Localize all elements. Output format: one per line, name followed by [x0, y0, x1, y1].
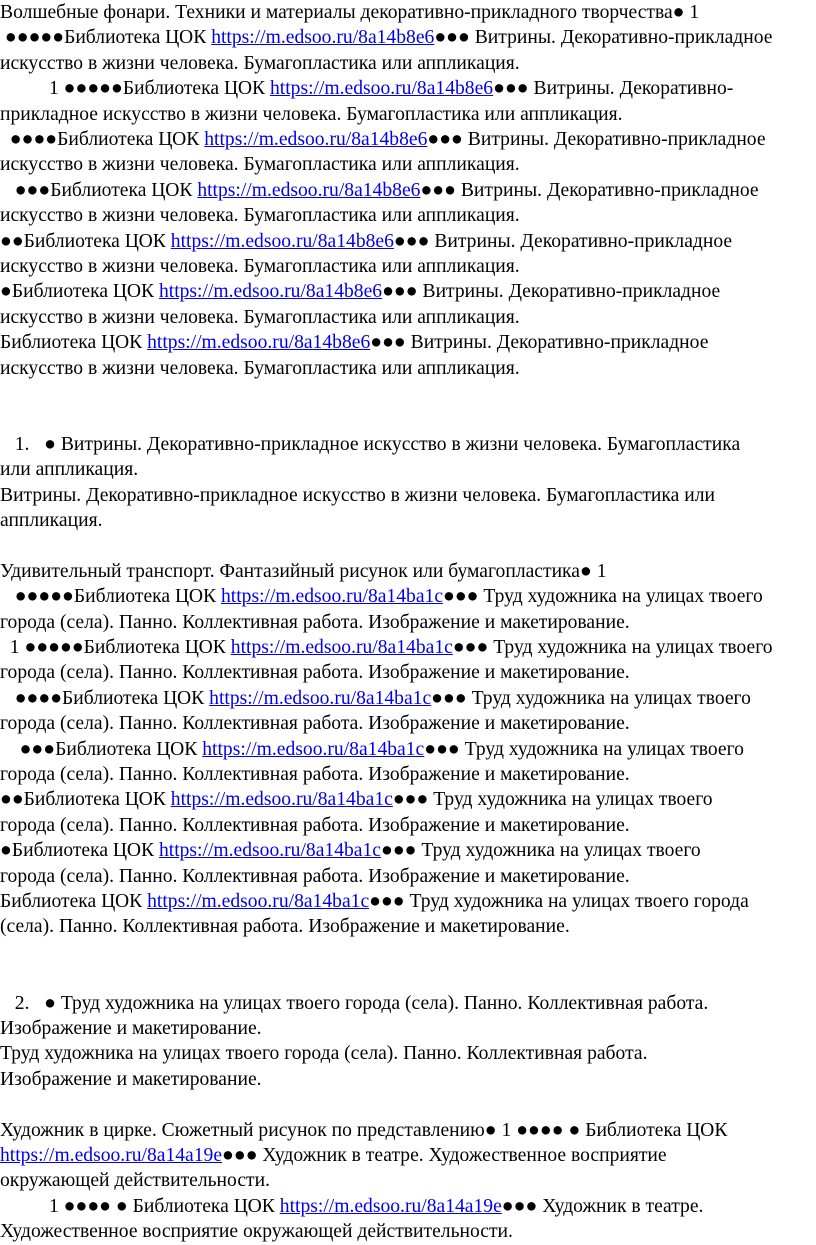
- line-text: Волшебные фонари. Техники и материалы декоративно-прикладного творчества● 1: [0, 2, 700, 23]
- text-line: [0, 51, 520, 76]
- line-text: окружающей действительности.: [0, 1170, 270, 1192]
- text-line: [0, 787, 713, 812]
- library-link[interactable]: https://m.edsoo.ru/8a14ba1c: [158, 840, 381, 862]
- text-line: [0, 813, 630, 838]
- line-text: ●●Библиотека ЦОК: [0, 789, 171, 811]
- text-line: [0, 483, 715, 508]
- line-text: Витрины. Декоративно-прикладное искусство в жизни человека. Бумагопластика или: [0, 484, 715, 506]
- text-line: [0, 660, 630, 685]
- line-text: ●●●●●Библиотека ЦОК: [0, 586, 221, 608]
- text-line: [0, 254, 520, 279]
- line-text: ●●●Библиотека ЦОК: [0, 738, 203, 760]
- line-text: 1 ●●●●●Библиотека ЦОК: [0, 637, 231, 658]
- line-text: города (села). Панно. Коллективная работа. Изображение и макетирование.: [0, 865, 630, 887]
- line-text: города (села). Панно. Коллективная работа. Изображение и макетирование.: [0, 713, 630, 735]
- line-text: ●●●●●Библиотека ЦОК: [0, 27, 212, 49]
- line-text: Изображение и макетирование.: [0, 1018, 262, 1039]
- text-line: [0, 508, 102, 533]
- text-line: [0, 635, 773, 660]
- library-link[interactable]: https://m.edsoo.ru/8a14b8e6: [269, 78, 494, 100]
- text-line: [0, 1067, 262, 1092]
- line-text: искусство в жизни человека. Бумагопластика или аппликация.: [0, 154, 520, 176]
- line-text: ●●● Витрины. Декоративно-: [493, 78, 734, 100]
- line-text: города (села). Панно. Коллективная работа. Изображение и макетирование.: [0, 764, 630, 785]
- text-line: [0, 203, 520, 228]
- text-line: [0, 1194, 703, 1219]
- line-text: 1 ●●●● ● Библиотека ЦОК: [0, 1195, 280, 1217]
- library-link[interactable]: https://m.edsoo.ru/8a14ba1c: [147, 891, 370, 912]
- text-line: [0, 991, 708, 1016]
- line-text: города (села). Панно. Коллективная работа. Изображение и макетирование.: [0, 662, 630, 684]
- text-line: [0, 305, 520, 330]
- line-text: ●●● Художник в театре.: [501, 1195, 704, 1217]
- text-line: [0, 1168, 270, 1193]
- text-line: [0, 25, 772, 50]
- library-link[interactable]: https://m.edsoo.ru/8a14b8e6: [211, 27, 435, 49]
- text-line: [0, 279, 720, 304]
- text-line: [0, 356, 520, 381]
- text-line: [0, 1041, 647, 1066]
- line-text: ●●● Витрины. Декоративно-прикладное: [370, 332, 709, 354]
- line-text: Изображение и макетирование.: [0, 1068, 262, 1090]
- line-text: Труд художника на улицах твоего города (села). Панно. Коллективная работа.: [0, 1043, 648, 1065]
- text-line: [0, 152, 520, 177]
- line-text: Удивительный транспорт. Фантазийный рисунок или бумагопластика● 1: [0, 560, 607, 582]
- text-line: [0, 610, 630, 635]
- library-link[interactable]: https://m.edsoo.ru/8a14b8e6: [204, 129, 428, 150]
- line-text: 1 ●●●●●Библиотека ЦОК: [0, 78, 270, 100]
- line-text: ●●●●Библиотека ЦОК: [0, 687, 210, 709]
- text-line: [0, 102, 623, 127]
- line-text: ●●● Витрины. Декоративно-прикладное: [427, 129, 766, 150]
- line-text: ●●● Труд художника на улицах твоего: [431, 687, 751, 709]
- line-text: 1. ● Витрины. Декоративно-прикладное искусство в жизни человека. Бумагопластика: [0, 433, 741, 455]
- text-line: [0, 737, 744, 762]
- text-line: [0, 178, 759, 203]
- line-text: искусство в жизни человека. Бумагопластика или аппликация.: [0, 205, 520, 227]
- line-text: ●●Библиотека ЦОК: [0, 230, 171, 252]
- text-line: [0, 457, 138, 482]
- line-text: ●●● Труд художника на улицах твоего: [392, 789, 713, 811]
- library-link[interactable]: https://m.edsoo.ru/8a14b8e6: [197, 179, 421, 201]
- library-link[interactable]: https://m.edsoo.ru/8a14ba1c: [202, 738, 425, 760]
- text-line: [0, 330, 708, 355]
- text-line: [0, 914, 570, 939]
- text-line: [0, 76, 733, 101]
- line-text: ●●● Труд художника на улицах твоего: [443, 586, 763, 608]
- text-line: [0, 1016, 262, 1041]
- line-text: 2. ● Труд художника на улицах твоего города (села). Панно. Коллективная работа.: [0, 992, 709, 1014]
- line-text: искусство в жизни человека. Бумагопластика или аппликация.: [0, 52, 520, 74]
- line-text: ●●● Художник в театре. Художественное восприятие: [222, 1145, 667, 1166]
- library-link[interactable]: https://m.edsoo.ru/8a14b8e6: [147, 332, 371, 354]
- line-text: Художник в цирке. Сюжетный рисунок по представлению● 1 ●●●● ● Библиотека ЦОК: [0, 1119, 728, 1141]
- line-text: искусство в жизни человека. Бумагопластика или аппликация.: [0, 256, 520, 277]
- text-line: [0, 711, 630, 736]
- line-text: Художественное восприятие окружающей действительности.: [0, 1221, 513, 1243]
- text-line: [0, 1118, 727, 1143]
- text-line: [0, 432, 740, 457]
- line-text: города (села). Панно. Коллективная работа. Изображение и макетирование.: [0, 814, 630, 836]
- line-text: ●●● Труд художника на улицах твоего: [452, 637, 773, 658]
- library-link[interactable]: https://m.edsoo.ru/8a14ba1c: [230, 637, 453, 658]
- line-text: или аппликация.: [0, 459, 139, 481]
- line-text: искусство в жизни человека. Бумагопластика или аппликация.: [0, 357, 520, 379]
- line-text: ●Библиотека ЦОК: [0, 840, 159, 862]
- line-text: ●●● Витрины. Декоративно-прикладное: [420, 179, 759, 201]
- line-text: ●●●Библиотека ЦОК: [0, 179, 198, 201]
- line-text: ●●● Витрины. Декоративно-прикладное: [382, 281, 721, 303]
- text-line: [0, 229, 732, 254]
- line-text: Библиотека ЦОК: [0, 332, 148, 354]
- text-line: [0, 838, 701, 863]
- line-text: Библиотека ЦОК: [0, 891, 148, 912]
- line-text: ●●● Труд художника на улицах твоего города: [369, 891, 749, 912]
- line-text: ●●● Витрины. Декоративно-прикладное: [434, 27, 773, 49]
- text-line: [0, 0, 699, 25]
- text-line: [0, 762, 630, 787]
- line-text: ●●● Витрины. Декоративно-прикладное: [393, 230, 733, 252]
- line-text: искусство в жизни человека. Бумагопластика или аппликация.: [0, 306, 520, 328]
- library-link[interactable]: https://m.edsoo.ru/8a14a19e: [0, 1145, 223, 1166]
- library-link[interactable]: https://m.edsoo.ru/8a14ba1c: [170, 789, 393, 811]
- text-line: [0, 559, 607, 584]
- line-text: прикладное искусство в жизни человека. Бумагопластика или аппликация.: [0, 103, 623, 125]
- text-line: [0, 1219, 513, 1244]
- line-text: аппликация.: [0, 510, 103, 531]
- line-text: ●●● Труд художника на улицах твоего: [380, 840, 701, 862]
- line-text: города (села). Панно. Коллективная работа. Изображение и макетирование.: [0, 611, 630, 633]
- text-line: [0, 864, 630, 889]
- library-link[interactable]: https://m.edsoo.ru/8a14ba1c: [220, 586, 444, 608]
- line-text: (села). Панно. Коллективная работа. Изображение и макетирование.: [0, 916, 570, 938]
- text-line: [0, 584, 763, 609]
- line-text: ●Библиотека ЦОК: [0, 281, 159, 303]
- library-link[interactable]: https://m.edsoo.ru/8a14b8e6: [158, 281, 383, 303]
- text-line: [0, 1143, 667, 1168]
- text-line: [0, 127, 766, 152]
- line-text: ●●● Труд художника на улицах твоего: [424, 738, 744, 760]
- library-link[interactable]: https://m.edsoo.ru/8a14b8e6: [170, 230, 394, 252]
- library-link[interactable]: https://m.edsoo.ru/8a14a19e: [279, 1195, 502, 1217]
- text-line: [0, 686, 751, 711]
- text-line: [0, 889, 749, 914]
- library-link[interactable]: https://m.edsoo.ru/8a14ba1c: [209, 687, 432, 709]
- line-text: ●●●●Библиотека ЦОК: [0, 129, 205, 150]
